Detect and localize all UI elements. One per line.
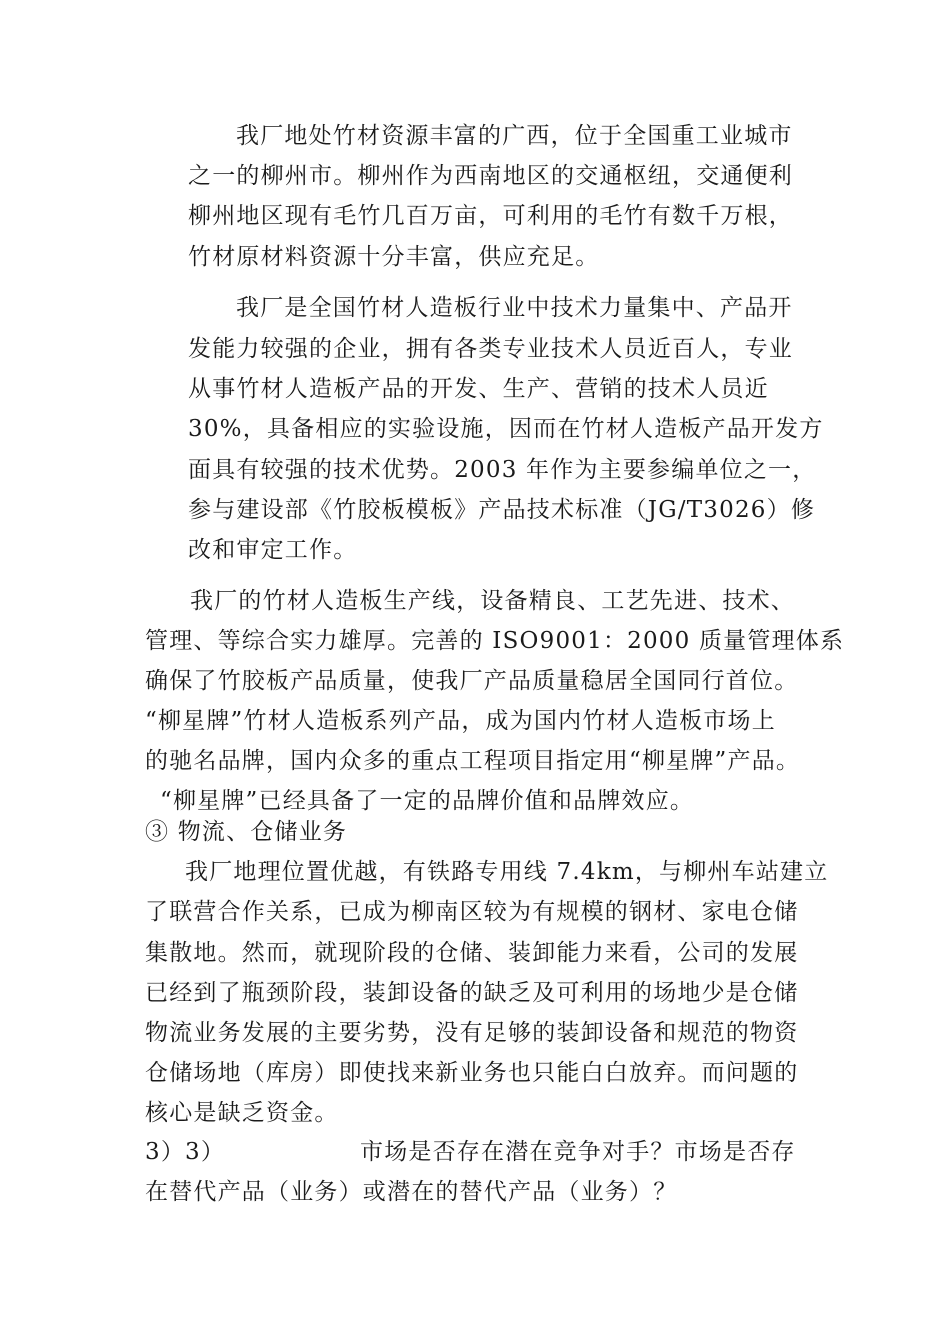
text-line: 面具有较强的技术优势。2003 年作为主要参编单位之一，	[188, 457, 817, 483]
text-line: 我厂地处竹材资源丰富的广西，位于全国重工业城市	[236, 123, 793, 149]
text-line: 集散地。然而，就现阶段的仓储、装卸能力来看，公司的发展	[145, 940, 799, 966]
question-number: 3）3）	[145, 1139, 226, 1165]
text-line: 竹材原材料资源十分丰富，供应充足。	[188, 244, 600, 270]
text-line: 柳州地区现有毛竹几百万亩，可利用的毛竹有数千万根，	[188, 203, 793, 229]
text-line: 我厂的竹材人造板生产线，设备精良、工艺先进、技术、	[190, 588, 795, 614]
text-line: 我厂地理位置优越，有铁路专用线 7.4km，与柳州车站建立	[185, 859, 829, 885]
text-line: 从事竹材人造板产品的开发、生产、营销的技术人员近	[188, 376, 769, 402]
text-line: 我厂是全国竹材人造板行业中技术力量集中、产品开	[236, 295, 793, 321]
text-line: “柳星牌”竹材人造板系列产品，成为国内竹材人造板市场上	[145, 708, 776, 734]
text-line: “柳星牌”已经具备了一定的品牌价值和品牌效应。	[160, 788, 695, 814]
text-line: 了联营合作关系，已成为柳南区较为有规模的钢材、家电仓储	[145, 899, 799, 925]
text-line: 确保了竹胶板产品质量，使我厂产品质量稳居全国同行首位。	[145, 668, 799, 694]
text-line: 物流业务发展的主要劣势，没有足够的装卸设备和规范的物资	[145, 1020, 799, 1046]
question-text: 在替代产品（业务）或潜在的替代产品（业务）？	[145, 1179, 678, 1205]
text-line: 管理、等综合实力雄厚。完善的 ISO9001：2000 质量管理体系	[145, 628, 845, 654]
text-line: 参与建设部《竹胶板模板》产品技术标准（JG/T3026）修	[188, 497, 816, 523]
text-line: 之一的柳州市。柳州作为西南地区的交通枢纽，交通便利	[188, 163, 793, 189]
text-line: 仓储场地（库房）即使找来新业务也只能白白放弃。而问题的	[145, 1060, 799, 1086]
text-line: 改和审定工作。	[188, 537, 358, 563]
question-text: 市场是否存在潜在竞争对手？市场是否存	[360, 1139, 796, 1165]
text-line: 已经到了瓶颈阶段，装卸设备的缺乏及可利用的场地少是仓储	[145, 980, 799, 1006]
section-heading: ③ 物流、仓储业务	[145, 819, 348, 845]
text-line: 的驰名品牌，国内众多的重点工程项目指定用“柳星牌”产品。	[145, 748, 801, 774]
text-line: 发能力较强的企业，拥有各类专业技术人员近百人，专业	[188, 336, 793, 362]
text-line: 核心是缺乏资金。	[145, 1100, 339, 1126]
text-line: 30%，具备相应的实验设施，因而在竹材人造板产品开发方	[188, 416, 824, 442]
